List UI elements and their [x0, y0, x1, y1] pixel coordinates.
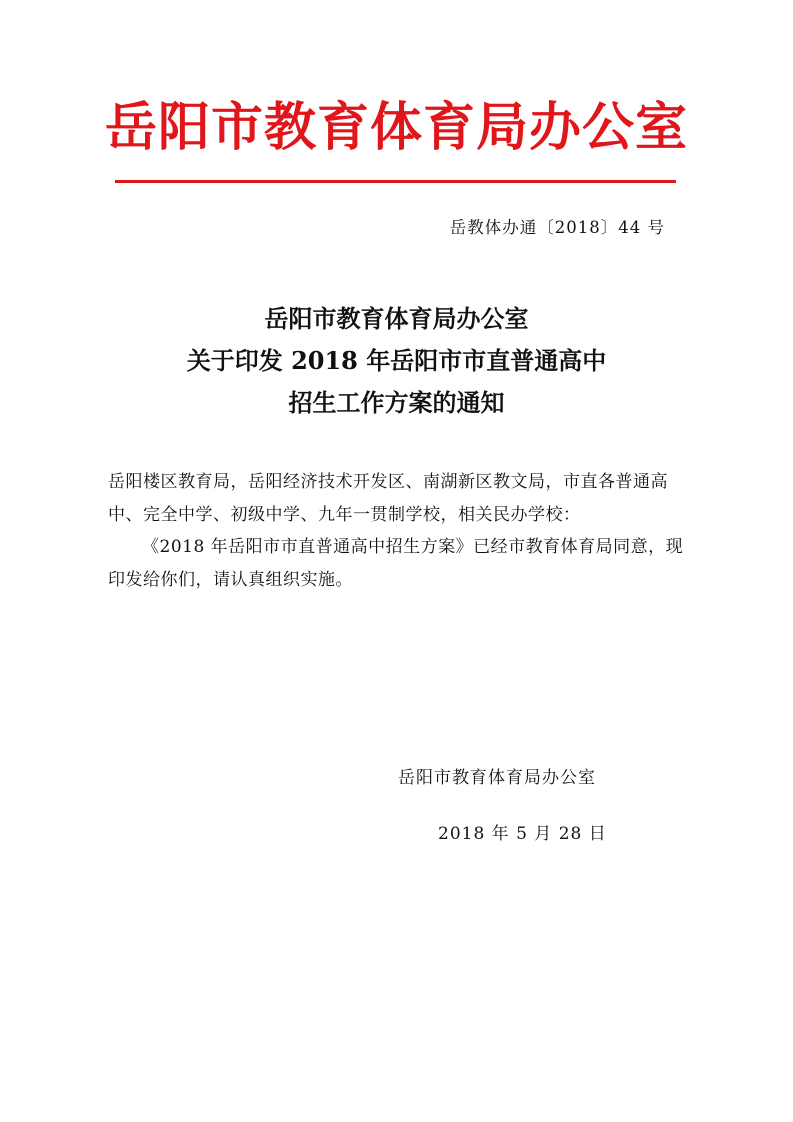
issue-date: 2018 年 5 月 28 日	[438, 824, 607, 844]
title-line-2: 关于印发 2018 年岳阳市市直普通高中	[186, 346, 607, 375]
masthead-red-rule	[115, 180, 676, 183]
document-title	[0, 298, 793, 424]
recipients-paragraph: 岳阳楼区教育局，岳阳经济技术开发区、南湖新区教文局，市直各普通高中、完全中学、初级中学、九年一贯制学校，相关民办学校：	[108, 472, 668, 525]
issuer-signature: 岳阳市教育体育局办公室	[398, 768, 596, 788]
body-paragraph: 《2018 年岳阳市市直普通高中招生方案》已经市教育体育局同意，现印发给你们，请认真组织实施。	[108, 537, 684, 590]
title-line-1: 岳阳市教育体育局办公室	[264, 304, 529, 333]
document-number: 岳教体办通〔2018〕44 号	[449, 218, 665, 237]
document-body	[108, 466, 688, 596]
title-line-3: 招生工作方案的通知	[288, 388, 505, 417]
document-masthead: 岳阳市教育体育局办公室	[104, 97, 688, 158]
